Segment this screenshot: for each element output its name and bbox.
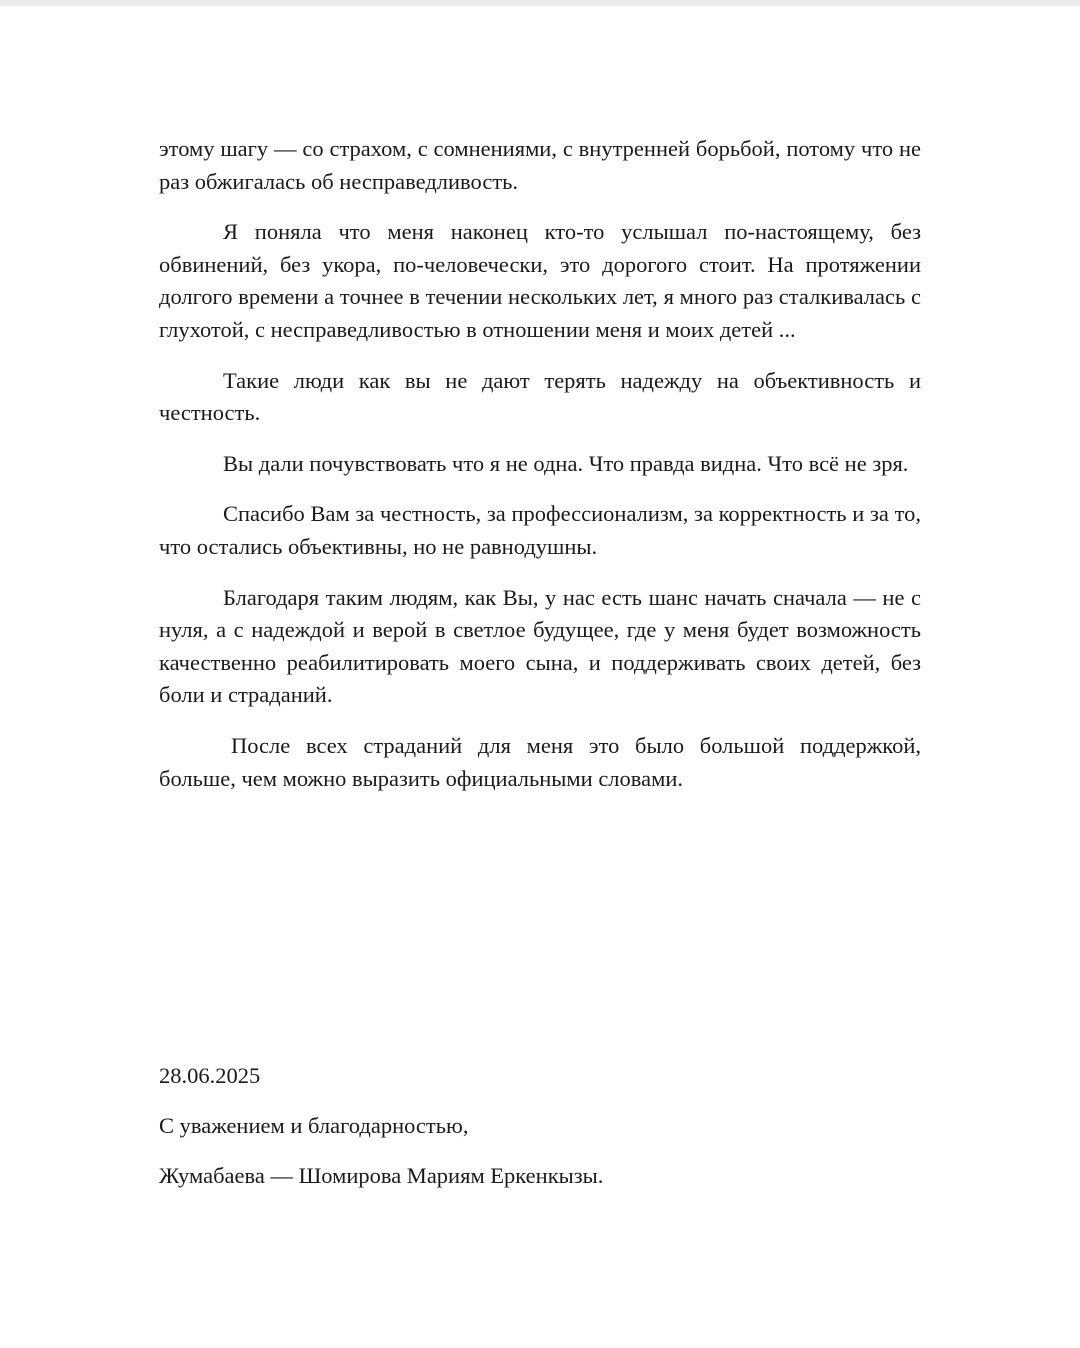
paragraph-support: После всех страданий для меня это было большой поддержкой, больше, чем можно выразить официальными словами. (159, 732, 921, 791)
paragraph-future: Благодаря таким людям, как Вы, у нас есть шанс начать сначала — не с нуля, а с надеждой и верой в светлое будущее, где у меня будет возможность качественно реабилитировать моего сына, и поддерживать своих детей, без боли и страданий. (159, 584, 921, 708)
paragraph-thanks: Спасибо Вам за честность, за профессионализм, за корректность и за то, что остались объективны, но не равнодушны. (159, 501, 921, 559)
letter-closing (159, 1060, 921, 1210)
top-scroll-edge (0, 0, 1080, 6)
paragraph-heard: Я поняла что меня наконец кто-то услышал по-настоящему, без обвинений, без укора, по-человечески, это дорогого стоит. На протяжении долгого времени а точнее в течении нескольких лет, я много раз сталкивалась с глухотой, с несправедливостью в отношении меня и моих детей ... (159, 219, 921, 342)
paragraph-continuation: этому шагу — со страхом, с сомнениями, с внутренней борьбой, потому что не раз обжигалась об несправедливость. (159, 136, 921, 194)
letter-date: 28.06.2025 (159, 1063, 261, 1088)
paragraph-not-alone: Вы дали почувствовать что я не одна. Что правда видна. Что всё не зря. (223, 450, 909, 476)
closing-phrase: С уважением и благодарностью, (159, 1113, 469, 1139)
signature-name: Жумабаева — Шомирова Мариям Еркенкызы. (159, 1163, 604, 1189)
paragraph-hope: Такие люди как вы не дают терять надежду на объективность и честность. (159, 367, 921, 426)
letter-body (159, 133, 921, 813)
